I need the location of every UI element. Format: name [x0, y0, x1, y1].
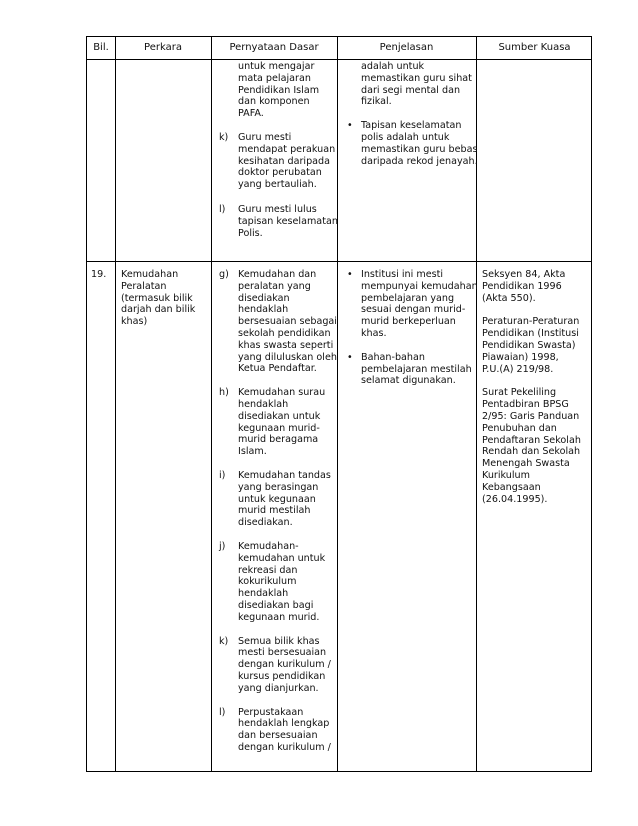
sumber-text-line: P.U.(A) 219/98. — [482, 363, 554, 375]
sumber-text-line: Kurikulum — [482, 470, 530, 481]
header-sumber-kuasa: Sumber Kuasa — [498, 42, 571, 53]
sumber-text-line: Kebangsaan — [482, 481, 541, 493]
sumber-text-line: (Akta 550). — [482, 292, 536, 304]
sumber-text-line: Rendah dan Sekolah — [482, 446, 581, 458]
item-text-line: hendaklah — [238, 588, 289, 600]
column-divider — [211, 37, 212, 771]
item-text-line: Semua bilik khas — [238, 635, 320, 647]
bullet-text-line: Bahan-bahan — [361, 351, 425, 363]
column-divider — [115, 37, 116, 771]
item-text-line: yang bertauliah. — [238, 179, 317, 191]
bullet-text-line: polis adalah untuk — [361, 132, 450, 143]
item-text-line: disediakan. — [238, 517, 293, 529]
list-marker: g) — [219, 269, 229, 280]
item-text-line: Islam. — [238, 446, 267, 458]
bullet-icon: • — [347, 269, 353, 280]
header-pernyataan-dasar: Pernyataan Dasar — [229, 42, 319, 53]
item-text-line: murid beragama — [238, 434, 319, 446]
sumber-text-line: Peraturan-Peraturan — [482, 316, 580, 328]
sumber-text-line: Menengah Swasta — [482, 458, 570, 470]
item-text-line: yang dianjurkan. — [238, 682, 319, 694]
sumber-text-line: Surat Pekeliling — [482, 387, 557, 399]
row-divider — [87, 261, 591, 262]
item-text-line: dan komponen — [238, 96, 310, 108]
row-divider — [87, 59, 591, 60]
item-text-line: Kemudahan dan — [238, 269, 317, 280]
bullet-text-line: memastikan guru sihat — [361, 72, 472, 84]
bullet-text-line: daripada rekod jenayah. — [361, 155, 478, 167]
bullet-text-line: memastikan guru bebas — [361, 143, 478, 155]
list-marker: k) — [219, 132, 229, 143]
item-text-line: mesti bersesuaian — [238, 647, 327, 659]
perkara-text-line: Peralatan — [121, 280, 167, 292]
sumber-text-line: Pendaftaran Sekolah — [482, 434, 581, 446]
item-text-line: kesihatan daripada — [238, 155, 331, 167]
item-text-line: untuk mengajar — [238, 61, 315, 72]
rules-table — [86, 36, 592, 772]
sumber-text-line: Seksyen 84, Akta — [482, 269, 566, 280]
bullet-icon: • — [347, 120, 353, 132]
header-perkara: Perkara — [144, 42, 182, 53]
item-text-line: Kemudahan- — [238, 541, 299, 552]
sumber-text-line: (26.04.1995). — [482, 493, 548, 505]
item-text-line: murid mestilah — [238, 505, 311, 517]
bullet-text-line: khas. — [361, 328, 387, 339]
item-text-line: rekreasi dan — [238, 564, 298, 576]
sumber-text-line: 2/95: Garis Panduan — [482, 411, 580, 422]
item-text-line: mata pelajaran — [238, 72, 311, 84]
item-text-line: dengan kurikulum / — [238, 742, 331, 753]
item-text-line: dengan kurikulum / — [238, 659, 331, 671]
bullet-text-line: pembelajaran mestilah — [361, 363, 472, 375]
item-text-line: kegunaan murid. — [238, 611, 320, 623]
header-bil: Bil. — [93, 42, 109, 53]
list-marker: j) — [219, 541, 226, 552]
sumber-text-line: Piawaian) 1998, — [482, 351, 559, 363]
item-text-line: disediakan bagi — [238, 600, 314, 611]
bullet-text-line: dari segi mental dan — [361, 84, 461, 96]
item-text-line: dan bersesuaian — [238, 730, 318, 742]
item-text-line: bersesuaian sebagai — [238, 316, 337, 328]
bullet-icon: • — [347, 351, 353, 363]
item-text-line: Pendidikan Islam — [238, 84, 320, 96]
bullet-text-line: Institusi ini mesti — [361, 269, 444, 280]
bullet-text-line: murid berkeperluan — [361, 316, 456, 328]
item-text-line: disediakan untuk — [238, 410, 321, 422]
list-marker: h) — [219, 387, 229, 399]
row19-bil: 19. — [91, 269, 107, 280]
item-text-line: Kemudahan tandas — [238, 470, 331, 481]
item-text-line: yang berasingan — [238, 481, 319, 493]
list-marker: i) — [219, 470, 226, 481]
item-text-line: kokurikulum — [238, 576, 297, 588]
sumber-text-line: Pendidikan Swasta) — [482, 340, 576, 351]
list-marker: l) — [219, 204, 226, 215]
item-text-line: Guru mesti lulus — [238, 204, 317, 215]
perkara-text-line: Kemudahan — [121, 269, 179, 280]
list-marker: k) — [219, 635, 229, 647]
sumber-text-line: Penubuhan dan — [482, 422, 557, 434]
item-text-line: Perpustakaan — [238, 706, 304, 718]
item-text-line: Ketua Pendaftar. — [238, 363, 317, 375]
item-text-line: Polis. — [238, 227, 263, 239]
item-text-line: doktor perubatan — [238, 167, 322, 179]
item-text-line: tapisan keselamatan — [238, 215, 338, 227]
perkara-text-line: khas) — [121, 316, 148, 328]
bullet-text-line: mempunyai kemudahan — [361, 280, 478, 292]
bullet-text-line: fizikal. — [361, 96, 392, 108]
item-text-line: kursus pendidikan — [238, 671, 326, 682]
item-text-line: untuk kegunaan — [238, 493, 316, 505]
item-text-line: yang diluluskan oleh — [238, 351, 337, 363]
sumber-text-line: Pendidikan 1996 — [482, 280, 562, 292]
list-marker: l) — [219, 706, 226, 718]
bullet-text-line: sesuai dengan murid- — [361, 304, 466, 316]
item-text-line: peralatan yang — [238, 280, 311, 292]
item-text-line: disediakan — [238, 292, 290, 304]
item-text-line: mendapat perakuan — [238, 143, 336, 155]
perkara-text-line: (termasuk bilik — [121, 292, 193, 304]
item-text-line: Guru mesti — [238, 132, 292, 143]
item-text-line: hendaklah — [238, 399, 289, 410]
item-text-line: PAFA. — [238, 108, 264, 120]
bullet-text-line: adalah untuk — [361, 61, 425, 72]
header-penjelasan: Penjelasan — [379, 42, 434, 53]
item-text-line: hendaklah lengkap — [238, 718, 330, 730]
item-text-line: sekolah pendidikan — [238, 328, 331, 339]
bullet-text-line: pembelajaran yang — [361, 292, 455, 304]
sumber-text-line: Pentadbiran BPSG — [482, 399, 569, 411]
item-text-line: Kemudahan surau — [238, 387, 326, 399]
column-divider — [337, 37, 338, 771]
bullet-text-line: Tapisan keselamatan — [361, 120, 462, 132]
item-text-line: khas swasta seperti — [238, 339, 334, 351]
perkara-text-line: darjah dan bilik — [121, 304, 196, 316]
item-text-line: kegunaan murid- — [238, 422, 320, 434]
bullet-text-line: selamat digunakan. — [361, 375, 456, 387]
item-text-line: kemudahan untuk — [238, 552, 326, 564]
sumber-text-line: Pendidikan (Institusi — [482, 328, 579, 340]
item-text-line: hendaklah — [238, 304, 289, 316]
